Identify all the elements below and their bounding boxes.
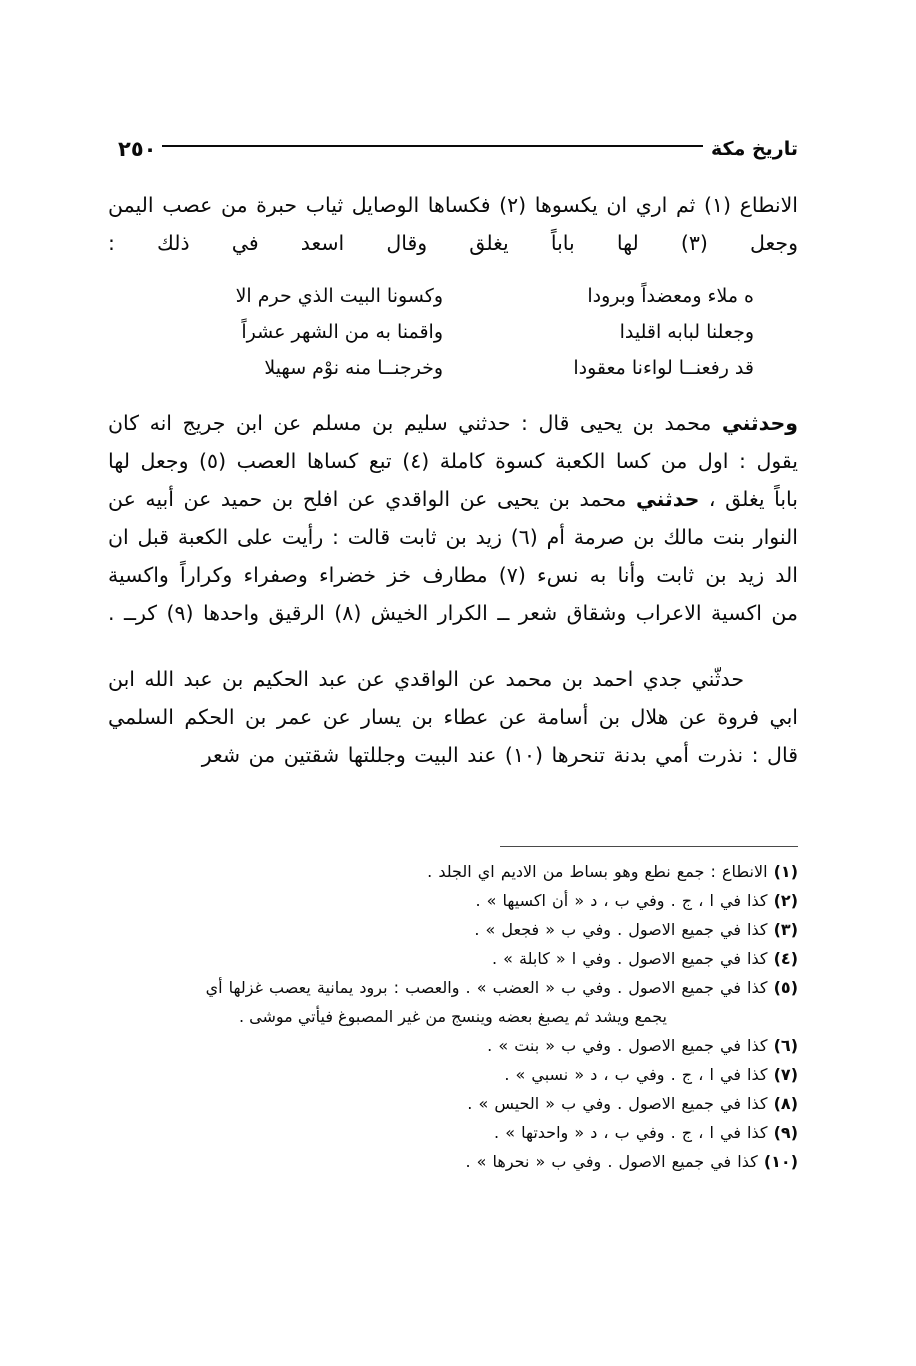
footnote-item [108, 944, 798, 973]
running-head [118, 132, 798, 166]
hemistich-second: وجعلنا لبابه اقليدا [619, 321, 754, 343]
hemistich-first: وخرجنــا منه نوْم سهيلا [264, 357, 443, 379]
footnote-text: الانطاع : جمع نطع وهو بساط من الاديم اي الجلد . [427, 862, 768, 881]
page-number: ٢٥٠ [118, 136, 157, 161]
footnote-item [108, 973, 798, 1002]
footnote-continuation: يجمع ويشد ثم يصبغ بعضه وينسج من غير المصبوغ فيأتي موشى . [238, 1007, 667, 1026]
paragraph-3-text: حدثّني جدي احمد بن محمد عن الواقدي عن عبد الحكيم بن عبد الله ابن ابي فروة عن هلال بن أسامة عن عطاء بن يسار عن عمر بن الحكم السلمي قال : نذرت أمي بدنة تنحرها (١٠) عند البيت وجللتها شقتين من شعر [108, 667, 798, 767]
paragraph-2-text: محمد بن يحيى قال : حدثني سليم بن مسلم عن ابن جريج انه كان يقول : اول من كسا الكعبة كسوة كاملة (٤) تبع كساها العصب (٥) وجعل لها باباً يغلق ، [108, 411, 799, 511]
hemistich-second: ه ملاء ومعضداً وبرودا [587, 285, 754, 307]
verse-line [118, 314, 764, 350]
paragraph-2-lead-b: حدثني [635, 487, 700, 511]
hemistich-first: واقمنا به من الشهر عشراً [241, 321, 443, 343]
verse-line [118, 278, 764, 314]
hemistich-second: قد رفعنــا لواءنا معقودا [573, 357, 754, 379]
footnote-text: كذا في جميع الاصول . وفي ب « بنت » . [487, 1036, 768, 1055]
footnote-item [108, 857, 798, 886]
hemistich-first: وكسونا البيت الذي حرم الا [235, 285, 443, 307]
footnote-item [108, 1060, 798, 1089]
footnote-item [108, 886, 798, 915]
paragraph-3 [108, 660, 798, 774]
footnote-text: كذا في جميع الاصول . وفي ب « العضب » . والعصب : برود يمانية يعصب غزلها أي [205, 978, 768, 997]
verse-block [108, 278, 798, 386]
footnote-text: كذا في ا ، ج . وفي ب ، د « أن اكسيها » . [475, 891, 768, 910]
footnote-item [108, 915, 798, 944]
footnote-marker: (١٠) [763, 1152, 798, 1171]
paragraph-1-text: الانطاع (١) ثم اري ان يكسوها (٢) فكساها الوصايل ثياب حبرة من عصب اليمن وجعل (٣) لها باباً يغلق وقال اسعد في ذلك : [108, 193, 798, 255]
footnote-separator-rule [500, 846, 798, 847]
footnote-item [108, 1147, 798, 1176]
body-text [108, 186, 798, 780]
footnote-marker: (٨) [773, 1094, 798, 1113]
paragraph-2 [108, 404, 798, 632]
footnote-text: كذا في جميع الاصول . وفي ب « فجعل » . [474, 920, 768, 939]
footnote-item [108, 1118, 798, 1147]
footnote-text: كذا في ا ، ج . وفي ب ، د « واحدتها » . [494, 1123, 768, 1142]
paragraph-2-continued: محمد بن يحيى عن الواقدي عن افلح بن حميد عن أبيه عن النوار بنت مالك بن صرمة أم (٦) زيد بن ثابت قالت : رأيت على الكعبة قبل ان الد زيد بن ثابت وأنا به نسء (٧) مطارف خز خضراء وصفراء وكراراً واكسية من اكسية الاعراب وشقاق شعر ــ الكرار الخيش (٨) الرقيق واحدها (٩) كرــ . [108, 487, 798, 625]
running-title: تاريخ مكة [711, 137, 798, 160]
footnote-marker: (١) [773, 862, 798, 881]
footnote-text: كذا في ا ، ج . وفي ب ، د « نسبي » . [504, 1065, 768, 1084]
footnote-marker: (٤) [773, 949, 798, 968]
footnote-marker: (٦) [773, 1036, 798, 1055]
footnote-item [108, 1089, 798, 1118]
footnote-text: كذا في جميع الاصول . وفي ا « كابلة » . [491, 949, 768, 968]
footnote-marker: (٥) [773, 978, 798, 997]
footnote-text: كذا في جميع الاصول . وفي ب « نحرها » . [465, 1152, 758, 1171]
footnote-marker: (٢) [773, 891, 798, 910]
footnote-marker: (٧) [773, 1065, 798, 1084]
footnote-item [108, 1031, 798, 1060]
footnote-marker: (٣) [773, 920, 798, 939]
footnote-marker: (٩) [773, 1123, 798, 1142]
footnote-text: كذا في جميع الاصول . وفي ب « الحيس » . [467, 1094, 768, 1113]
header-rule [162, 145, 703, 147]
paragraph-spacer [108, 638, 798, 660]
paragraph-1 [108, 186, 798, 262]
paragraph-2-lead: وحدثني [721, 411, 798, 435]
verse-line [118, 350, 764, 386]
footnote-region [108, 846, 798, 1176]
